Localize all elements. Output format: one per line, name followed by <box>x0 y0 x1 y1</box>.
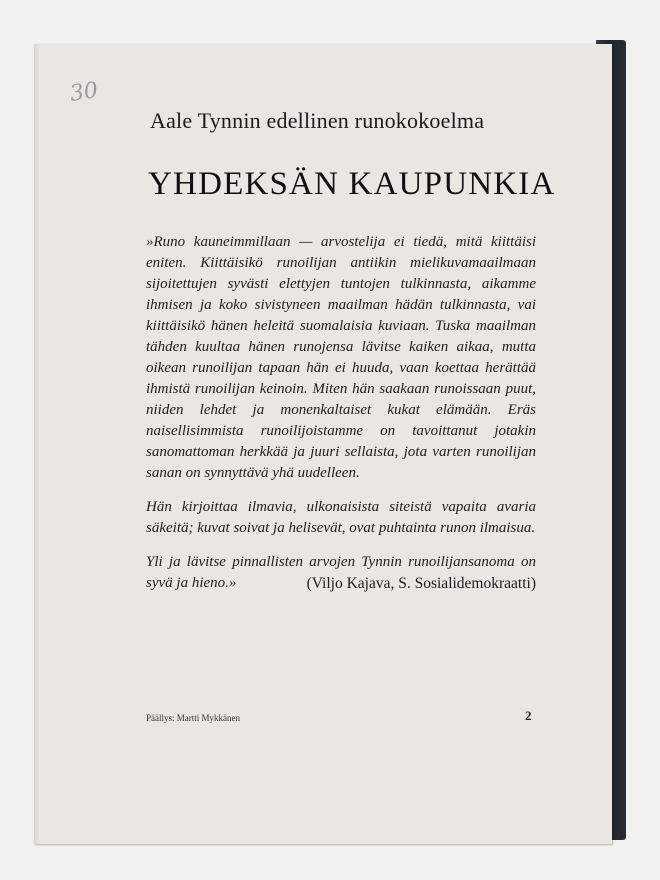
quote-paragraph-3 <box>146 552 536 594</box>
subtitle: Aale Tynnin edellinen runokokoelma <box>150 108 485 133</box>
cover-credit: Päällys: Martti Mykkänen <box>146 713 240 723</box>
handwritten-note: 30 <box>68 78 100 107</box>
page-number: 2 <box>525 708 532 723</box>
quote-paragraph-2: Hän kirjoittaa ilmavia, ulkonaisista siteistä vapaita avaria säkeitä; kuvat soivat ja helisevät, ovat puhtainta runon ilmaisua. <box>146 499 536 536</box>
review-quote <box>146 232 536 607</box>
quote-paragraph-3-text: Yli ja lävitse pinnallisten arvojen Tynnin runoilijansanoma on syvä ja hieno.» <box>146 554 536 591</box>
book-title: YHDEKSÄN KAUPUNKIA <box>148 166 556 202</box>
quote-paragraph-1: »Runo kauneimmillaan — arvostelija ei tiedä, mitä kiittäisi eniten. Kiittäisikö runoilijan antiikin mielikuvamaailmaan sijoitettujen syvästi elettyjen tuntojen tulkinnasta, aikamme ihmisen ja koko sivistyneen maailman hädän tulkinnasta, vai kiittäisikö hänen heleitä suomalaisia kuviaan. Tuska maailman tähden kuultaa hänen runojensa lävitse kaiken aikaa, mutta oikean runoilijan tapaan hän ei huuda, vaan koettaa herättää ihmistä runoilijan keinoin. Miten hän saakaan runoissaan puut, niiden lehdet ja monenkaltaiset kukat elämään. Eräs naisellisimmista runoilijoistamme on tavoittanut jotakin sanomattoman herkkää ja juuri sellaista, jota varten runoilijan sanan on synnyttävä yhä uudelleen. <box>146 234 536 481</box>
quote-attribution: (Viljo Kajava, S. Sosialidemokraatti) <box>306 575 536 592</box>
page-edge <box>34 44 40 844</box>
